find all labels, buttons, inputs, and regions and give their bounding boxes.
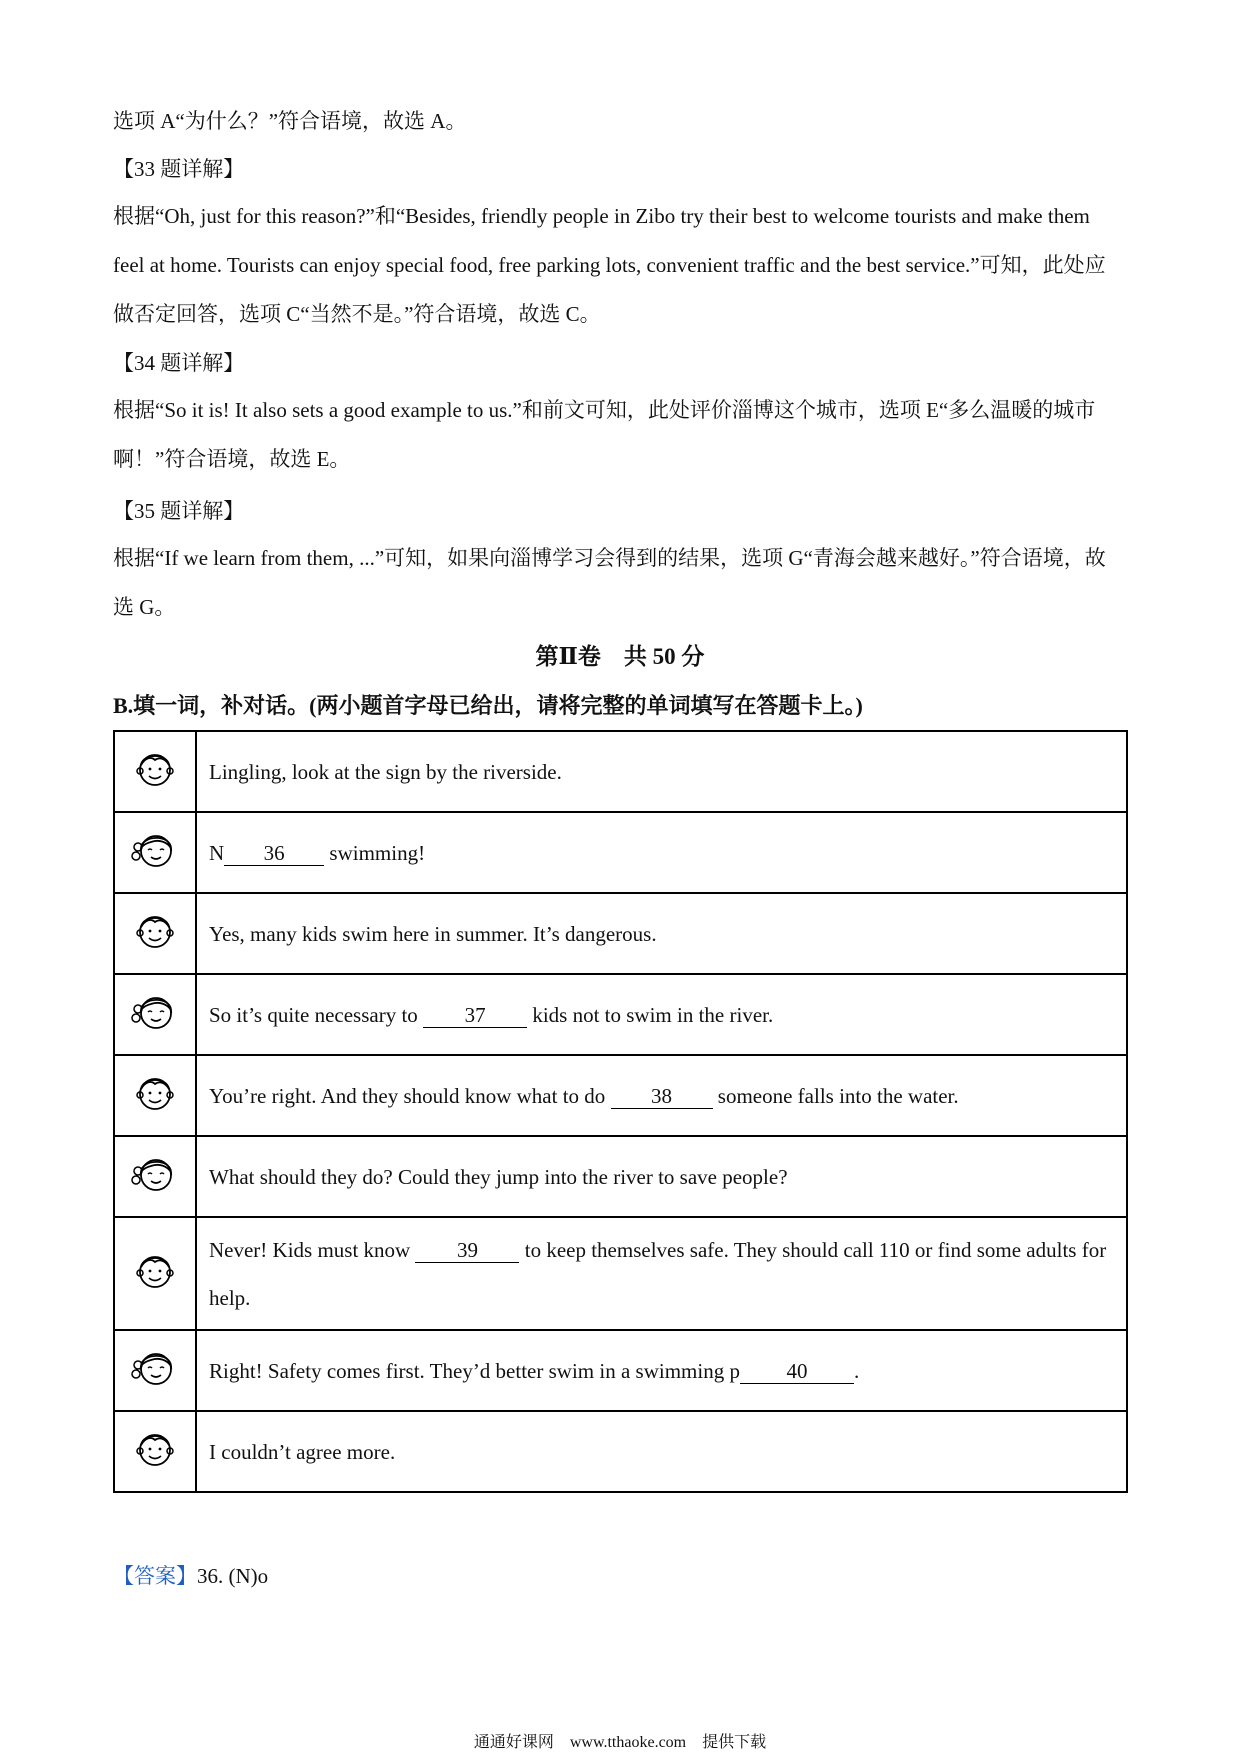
dialogue-text: Right! Safety comes first. They’d better swim in a swimming p <box>209 1358 740 1383</box>
dialogue-text-after: swimming! <box>324 840 426 865</box>
boy-face-icon <box>131 1452 179 1476</box>
heading-34: 【34 题详解】 <box>113 351 245 375</box>
dialogue-text-cell <box>196 1055 1127 1136</box>
dialogue-text-cell <box>196 974 1127 1055</box>
dialogue-text: What should they do? Could they jump into the river to save people? <box>209 1164 788 1189</box>
girl-avatar-cell <box>114 1136 196 1217</box>
dialogue-text: Yes, many kids swim here in summer. It’s dangerous. <box>209 921 657 946</box>
dialogue-text-cell <box>196 1330 1127 1411</box>
dialogue-row <box>114 1330 1127 1411</box>
explanation-line-a: 选项 A“为什么？”符合语境，故选 A。 <box>113 109 467 133</box>
dialogue-text: Lingling, look at the sign by the riverside. <box>209 759 562 784</box>
answer-blank-39: 39 <box>415 1238 519 1263</box>
heading-35: 【35 题详解】 <box>113 499 245 523</box>
dialogue-row <box>114 1217 1127 1330</box>
boy-face-icon <box>131 934 179 958</box>
section-b-instructions: B.填一词，补对话。(两小题首字母已给出，请将完整的单词填写在答题卡上。) <box>113 693 863 718</box>
answer-tag: 【答案】 <box>113 1564 197 1588</box>
answer-blank-36: 36 <box>224 841 324 866</box>
dialogue-text: N <box>209 840 225 865</box>
dialogue-row <box>114 893 1127 974</box>
answer-blank-38: 38 <box>611 1084 713 1109</box>
dialogue-text-after: kids not to swim in the river. <box>527 1002 774 1027</box>
boy-avatar-cell <box>114 1411 196 1492</box>
dialogue-text: I couldn’t agree more. <box>209 1439 396 1464</box>
dialogue-text: Never! Kids must know <box>209 1237 416 1262</box>
dialogue-text-after: . <box>853 1358 860 1383</box>
boy-avatar-cell <box>114 893 196 974</box>
dialogue-row <box>114 974 1127 1055</box>
dialogue-text: So it’s quite necessary to <box>209 1002 424 1027</box>
girl-avatar-cell <box>114 812 196 893</box>
footer-source: 通通好课网 www.tthaoke.com 提供下载 <box>473 1734 767 1751</box>
paragraph-33: 根据“Oh, just for this reason?”和“Besides, friendly people in Zibo try their best to welcome tourists and make them feel at home. Tourists can enjoy special food, free parking lots, convenient traffic and the best service.”可知，此处应做否定回答，选项 C“当然不是。”符合语境，故选 C。 <box>113 204 1106 326</box>
answer-text: 36. (N)o <box>197 1564 269 1588</box>
dialogue-row <box>114 731 1127 812</box>
answer-blank-37: 37 <box>423 1003 527 1028</box>
girl-avatar-cell <box>114 974 196 1055</box>
dialogue-text-cell <box>196 1136 1127 1217</box>
dialogue-table <box>113 730 1128 1493</box>
dialogue-text-cell <box>196 893 1127 974</box>
paragraph-35: 根据“If we learn from them, ...”可知，如果向淄博学习会得到的结果，选项 G“青海会越来越好。”符合语境，故选 G。 <box>113 546 1106 619</box>
boy-avatar-cell <box>114 731 196 812</box>
girl-face-icon <box>129 1177 181 1201</box>
boy-face-icon <box>131 772 179 796</box>
dialogue-text-after: to keep themselves safe. They should call 110 or find some adults for help. <box>209 1237 1107 1310</box>
dialogue-text-cell <box>196 731 1127 812</box>
dialogue-text-cell <box>196 812 1127 893</box>
girl-face-icon <box>129 1371 181 1395</box>
dialogue-row <box>114 1136 1127 1217</box>
dialogue-row <box>114 812 1127 893</box>
answer-blank-40: 40 <box>740 1359 854 1384</box>
boy-avatar-cell <box>114 1217 196 1330</box>
boy-face-icon <box>131 1274 179 1298</box>
dialogue-text-cell <box>196 1411 1127 1492</box>
section-title: 第Ⅱ卷 共 50 分 <box>535 644 705 669</box>
girl-avatar-cell <box>114 1330 196 1411</box>
dialogue-row <box>114 1411 1127 1492</box>
girl-face-icon <box>129 1015 181 1039</box>
dialogue-row <box>114 1055 1127 1136</box>
answer-line <box>113 1560 268 1590</box>
paragraph-34: 根据“So it is! It also sets a good example to us.”和前文可知，此处评价淄博这个城市，选项 E“多么温暖的城市啊！”符合语境，故选 E。 <box>113 398 1096 471</box>
boy-avatar-cell <box>114 1055 196 1136</box>
dialogue-text-after: someone falls into the water. <box>712 1083 959 1108</box>
boy-face-icon <box>131 1096 179 1120</box>
heading-33: 【33 题详解】 <box>113 157 245 181</box>
dialogue-text: You’re right. And they should know what to do <box>209 1083 611 1108</box>
girl-face-icon <box>129 853 181 877</box>
dialogue-text-cell <box>196 1217 1127 1330</box>
